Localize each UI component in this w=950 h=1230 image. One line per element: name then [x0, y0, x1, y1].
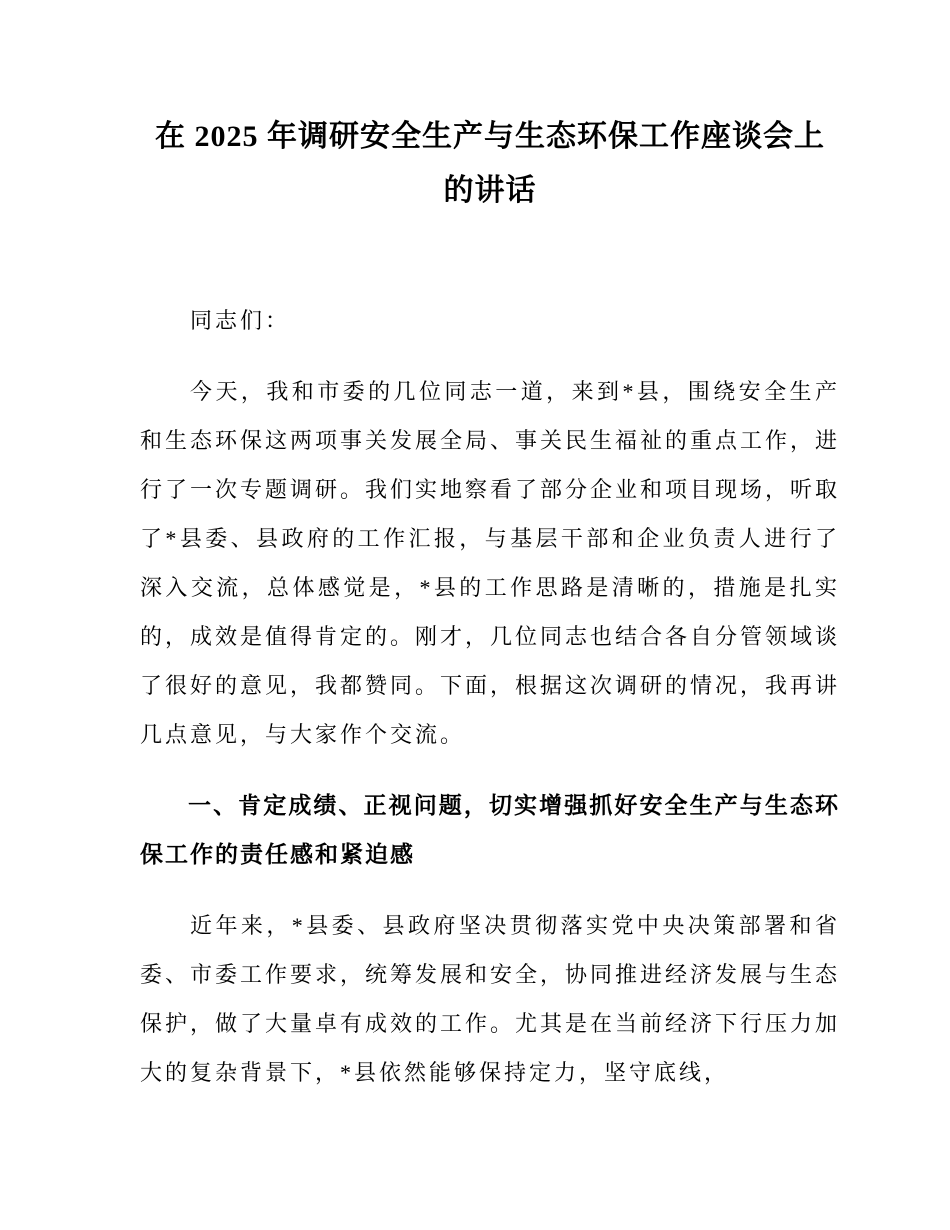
body-paragraph-2: 近年来，*县委、县政府坚决贯彻落实党中央决策部署和省委、市委工作要求，统筹发展和安全，协同推进经济发展与生态保护，做了大量卓有成效的工作。尤其是在当前经济下行压力加大的复杂背景下，*县依然能够保持定力，坚守底线，	[140, 913, 841, 1085]
document-title: 在 2025 年调研安全生产与生态环保工作座谈会上的讲话	[155, 120, 825, 207]
body-paragraph-1: 今天，我和市委的几位同志一道，来到*县，围绕安全生产和生态环保这两项事关发展全局、事关民生福祉的重点工作，进行了一次专题调研。我们实地察看了部分企业和项目现场，听取了*县委、县政府的工作汇报，与基层干部和企业负责人进行了深入交流，总体感觉是，*县的工作思路是清晰的，措施是扎实的，成效是值得肯定的。刚才，几位同志也结合各自分管领域谈了很好的意见，我都赞同。下面，根据这次调研的情况，我再讲几点意见，与大家作个交流。	[140, 379, 841, 747]
salutation: 同志们：	[190, 308, 291, 333]
section-heading-1: 一、肯定成绩、正视问题，切实增强抓好安全生产与生态环保工作的责任感和紧迫感	[140, 792, 840, 867]
